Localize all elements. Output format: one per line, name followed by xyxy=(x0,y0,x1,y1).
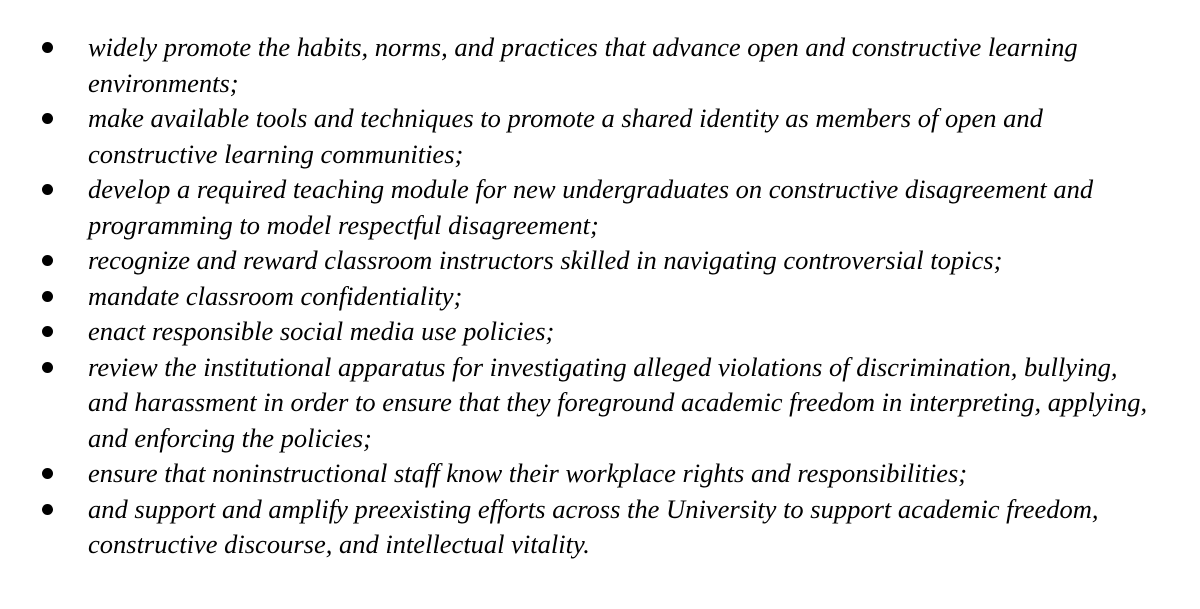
list-item xyxy=(0,456,1200,492)
bullet-icon xyxy=(42,504,53,515)
list-item-text: ensure that noninstructional staff know their workplace rights and responsibilities; xyxy=(88,458,968,488)
bullet-icon xyxy=(42,42,53,53)
list-item-text: review the institutional apparatus for investigating alleged violations of discrimination, bullying, and harassment in order to ensure that they foreground academic freedom in interpreting, applying, and enforcing the policies; xyxy=(88,351,1148,453)
bullet-icon xyxy=(42,362,53,373)
bullet-icon xyxy=(42,113,53,124)
list-item xyxy=(0,492,1200,563)
bullet-icon xyxy=(42,184,53,195)
list-item xyxy=(0,314,1200,350)
bullet-icon xyxy=(42,255,53,266)
bullet-icon xyxy=(42,326,53,337)
list-item xyxy=(0,30,1200,101)
list-item xyxy=(0,350,1200,457)
list-item xyxy=(0,243,1200,279)
bullet-icon xyxy=(42,291,53,302)
list-item-text: mandate classroom confidentiality; xyxy=(88,280,463,311)
list-item-text: develop a required teaching module for new undergraduates on constructive disagreement and programming to model respectful disagreement; xyxy=(88,174,1094,240)
list-item xyxy=(0,279,1200,315)
list-item-text: and support and amplify preexisting efforts across the University to support academic freedom, constructive discourse, and intellectual vitality. xyxy=(88,493,1099,559)
document-body xyxy=(0,30,1200,563)
list-item-text: make available tools and techniques to promote a shared identity as members of open and constructive learning communities; xyxy=(88,103,1043,169)
list-item xyxy=(0,101,1200,172)
list-item-text: recognize and reward classroom instructors skilled in navigating controversial topics; xyxy=(88,245,1003,275)
list-item-text: enact responsible social media use policies; xyxy=(88,316,555,346)
bullet-icon xyxy=(42,468,53,479)
list-item-text: widely promote the habits, norms, and practices that advance open and constructive learning environments; xyxy=(88,32,1078,98)
list-item xyxy=(0,172,1200,243)
bullet-list xyxy=(0,30,1200,563)
